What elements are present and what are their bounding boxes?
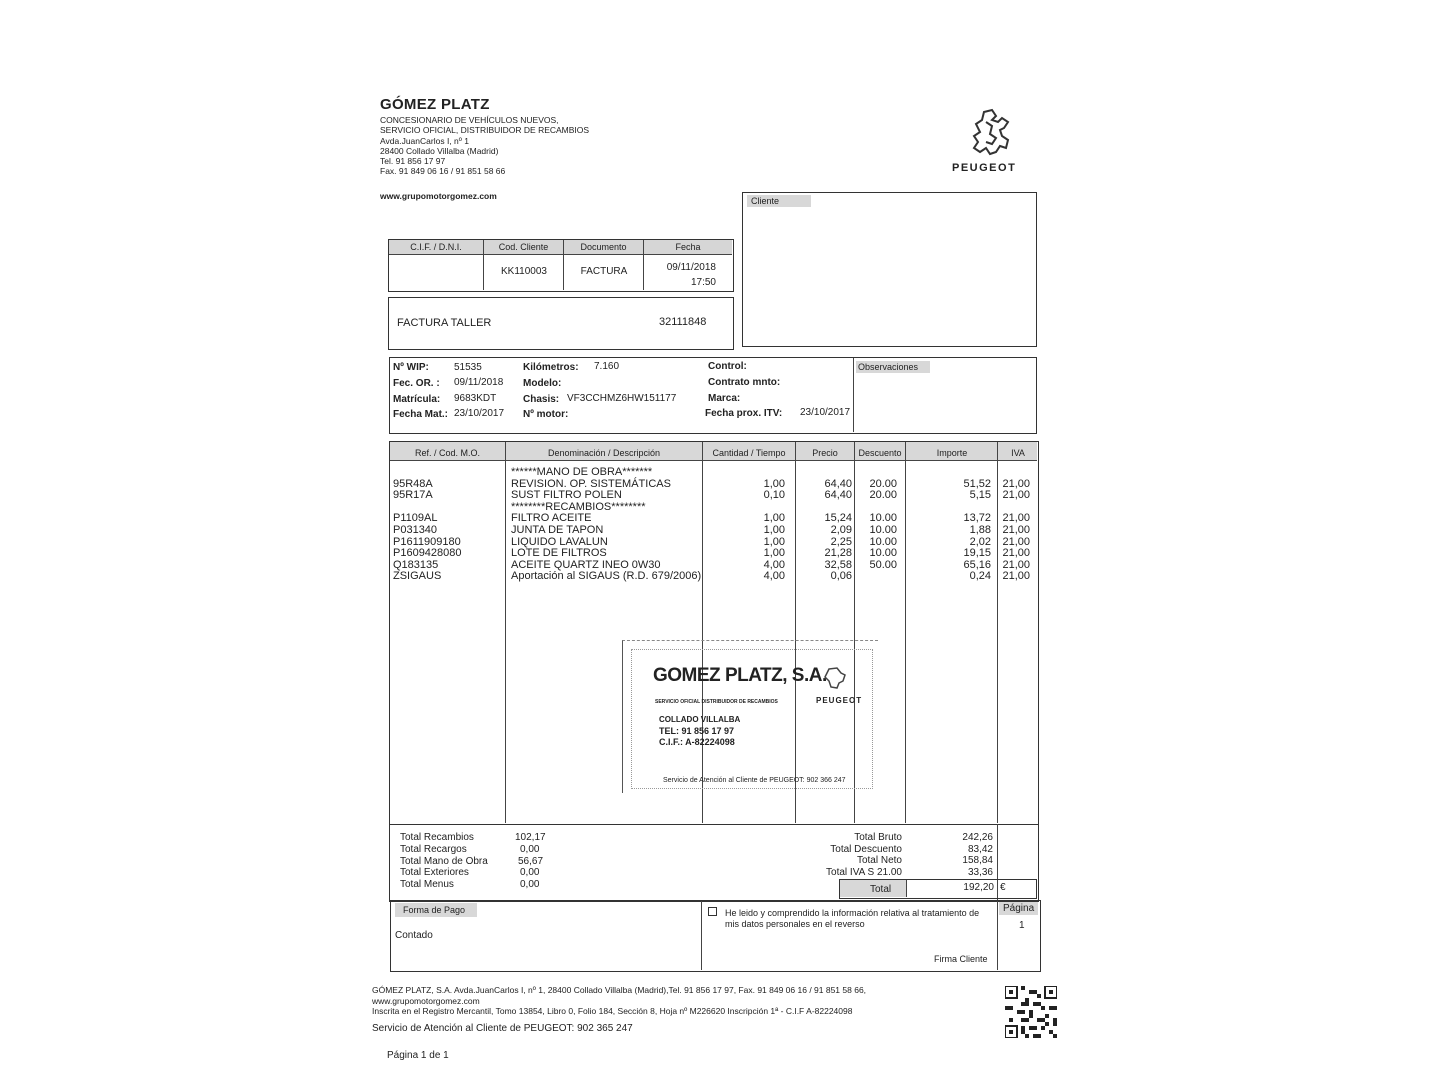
stamp-cif: C.I.F.: A-82224098 [659,737,735,747]
company-line: CONCESIONARIO DE VEHÍCULOS NUEVOS, [380,115,559,125]
totals-left [400,832,560,890]
footer-line: Inscrita en el Registro Mercantil, Tomo 13854, Libro 0, Folio 184, Sección 8, Hoja nº M226620 Inscripción 1ª - C.I.F A-82224098 [372,1006,853,1016]
invoice-type-label: FACTURA TALLER [397,317,492,329]
line-item-amount: 1,88 [969,524,991,536]
col-header-amount: Importe [936,448,968,458]
company-web: www.grupomotorgomez.com [380,191,497,201]
total-label: Total Recargos [400,844,467,855]
observations-label: Observaciones [856,361,930,373]
col-header-iva: IVA [1011,448,1025,458]
date-value: 09/11/2018 [666,262,716,273]
line-item-iva: 21,00 [1002,489,1030,502]
line-items-table [389,441,1039,825]
line-item-ref: Q183135 [393,558,439,571]
line-item-price: 21,28 [824,547,852,560]
line-item-ref: ZSIGAUS [393,570,442,583]
wip-label: Nº WIP: [393,362,429,373]
line-item-price: 32,58 [824,558,852,571]
total-row [770,844,995,856]
total-value: 0,00 [520,867,540,878]
client-box [742,192,1037,347]
line-item-qty: 1,00 [763,535,785,548]
line-item-price: 2,09 [830,524,852,536]
total-value: 242,26 [962,832,993,843]
stamp-name: GOMEZ PLATZ, S.A. [653,665,827,686]
stamp-tel: TEL: 91 856 17 97 [659,726,735,736]
fecha-mat-value: 23/10/2017 [454,408,505,419]
line-item-amount: 13,72 [963,512,991,525]
stamp-city: COLLADO VILLALBA [659,715,741,724]
doc-header-document-label: Documento [564,240,644,254]
doc-header-cif-label: C.I.F. / D.N.I. [389,240,484,254]
km-label: Kilómetros: [523,362,579,373]
privacy-checkbox[interactable] [708,907,717,916]
doc-header-table [388,239,734,292]
peugeot-lion-logo [962,108,1022,160]
line-item-qty: 1,00 [763,512,785,525]
matricula-value: 9683KDT [454,393,497,404]
itv-value: 23/10/2017 [800,407,851,418]
line-item-desc: ACEITE QUARTZ INEO 0W30 [511,558,661,571]
line-item-iva: 21,00 [1002,524,1030,536]
line-item-desc: ******MANO DE OBRA******* [511,466,653,478]
line-item-qty: 1,00 [763,524,785,536]
total-row [400,856,560,868]
company-line: 28400 Collado Villalba (Madrid) [380,145,499,156]
total-value: 158,84 [962,855,993,866]
marca-label: Marca: [708,393,741,404]
line-item-ref: 95R17A [393,489,433,502]
qr-code-icon [1005,986,1057,1038]
total-label: Total IVA S 21.00 [826,866,902,878]
fec-or-value: 09/11/2018 [454,377,504,388]
line-item-amount: 19,15 [963,547,991,560]
line-item-disc: 10.00 [869,547,897,560]
total-row [400,867,560,879]
stamp-subtitle: SERVICIO OFICIAL DISTRIBUIDOR DE RECAMBIOS [655,699,778,705]
line-item-desc: LIQUIDO LAVALUN [511,535,608,548]
total-label: Total Recambios [400,832,474,843]
total-row [400,844,560,856]
company-line: SERVICIO OFICIAL, DISTRIBUIDOR DE RECAMBIOS [380,125,590,136]
stamp-lion-icon [823,667,849,694]
payment-label: Forma de Pago [395,903,477,917]
contrato-label: Contrato mnto: [708,377,781,388]
privacy-text-1: He leido y comprendido la información relativa al tratamiento de [725,908,980,918]
control-label: Control: [708,361,747,372]
company-line: Avda.JuanCarlos I, nº 1 [380,135,469,146]
footer-page: Página 1 de 1 [387,1050,449,1061]
line-item-iva: 21,00 [1002,570,1030,583]
total-label: Total Menus [400,878,454,890]
line-item-amount: 5,15 [969,489,991,502]
col-header-price: Precio [812,448,838,458]
line-item-ref: P1109AL [393,512,438,525]
totals-right [770,832,995,878]
km-value: 7.160 [594,361,620,372]
privacy-text-2: mis datos personales en el reverso [725,919,865,929]
total-value: 0,00 [520,878,540,890]
stamp-service: Servicio de Atención al Cliente de PEUGEOT: 902 366 247 [663,777,846,784]
line-item-disc: 10.00 [869,535,897,548]
total-label: Total Neto [856,855,902,866]
matricula-label: Matrícula: [393,394,441,405]
company-stamp [622,640,878,793]
payment-value: Contado [395,930,433,941]
line-item-price: 0,06 [830,570,852,583]
grand-total-value: 192,20 [963,882,994,893]
total-value: 56,67 [518,855,544,867]
company-line: Fax. 91 849 06 16 / 91 851 58 66 [380,166,506,177]
line-item-ref: 95R48A [393,477,433,490]
line-item-iva: 21,00 [1002,512,1030,525]
grand-total-box [839,879,1037,899]
footer-service: Servicio de Atención al Cliente de PEUGEOT: 902 365 247 [372,1023,633,1034]
total-value: 33,36 [967,866,993,878]
line-item-iva: 21,00 [1002,558,1030,571]
line-item-desc: FILTRO ACEITE [511,512,592,525]
line-item-desc: Aportación al SIGAUS (R.D. 679/2006) [511,570,702,583]
wip-value: 51535 [454,362,482,373]
line-item-iva: 21,00 [1002,535,1030,548]
total-row [400,832,560,844]
motor-label: Nº motor: [523,409,569,420]
total-label: Total Bruto [854,832,902,843]
grand-total-currency: € [1000,882,1006,893]
modelo-label: Modelo: [523,378,562,389]
total-row [770,855,995,867]
line-item-desc: REVISION. OP. SISTEMÁTICAS [511,477,671,490]
grand-total-label: Total [870,884,892,895]
total-row [770,832,995,844]
payment-box [390,900,1041,972]
line-item-disc: 20.00 [869,489,897,502]
itv-label: Fecha prox. ITV: [705,408,783,419]
stamp-brand: PEUGEOT [816,696,863,705]
invoice-type-box [388,297,734,350]
line-item-ref: P031340 [393,524,438,536]
total-label: Total Mano de Obra [400,855,488,867]
company-line: Tel. 91 856 17 97 [380,156,446,167]
fecha-mat-label: Fecha Mat.: [393,409,449,420]
line-item-desc: JUNTA DE TAPON [511,524,604,536]
line-item-amount: 65,16 [963,558,991,571]
totals-box [389,824,1039,902]
line-item-qty: 4,00 [763,558,785,571]
doc-header-date-label: Fecha [644,240,732,254]
line-item-desc: ********RECAMBIOS******** [511,500,646,513]
client-label: Cliente [747,195,811,207]
total-label: Total Exteriores [400,867,469,878]
line-item-disc: 50.00 [869,558,897,571]
line-item-ref: P1609428080 [393,547,462,560]
col-header-qty: Cantidad / Tiempo [712,448,786,458]
line-item-iva: 21,00 [1002,477,1030,490]
document-type-value: FACTURA [580,266,628,277]
client-code-value: KK110003 [501,266,547,277]
page-value: 1 [1019,920,1025,931]
doc-header-client-label: Cod. Cliente [484,240,564,254]
line-item-iva: 21,00 [1002,547,1030,560]
line-item-qty: 4,00 [763,570,785,583]
line-item-amount: 0,24 [969,570,991,583]
line-item-qty: 1,00 [763,547,785,560]
line-item-disc: 10.00 [869,524,897,536]
line-item-ref: P1611909180 [393,535,461,548]
line-item-amount: 51,52 [963,477,991,490]
col-header-ref: Ref. / Cod. M.O. [414,448,481,458]
line-item-qty: 1,00 [763,477,785,490]
company-details [380,115,589,177]
footer-line: GÓMEZ PLATZ, S.A. Avda.JuanCarlos I, nº 1, 28400 Collado Villalba (Madrid),Tel. 91 856 17 97, Fax. 91 849 06 16 / 91 851 58 66, [372,985,867,995]
line-item-disc: 20.00 [869,477,897,490]
page-label: Página [999,902,1038,915]
col-header-desc: Denominación / Descripción [547,448,661,458]
brand-name: PEUGEOT [952,162,1017,174]
line-item-price: 64,40 [824,489,852,502]
time-value: 17:50 [690,277,716,288]
col-header-discount: Descuento [858,448,902,458]
total-row [400,879,560,891]
chasis-value: VF3CCHMZ6HW151177 [567,393,677,404]
signature-label: Firma Cliente [934,954,988,964]
line-item-disc: 10.00 [869,512,897,525]
line-item-amount: 2,02 [969,535,991,548]
total-value: 83,42 [967,843,993,855]
total-label: Total Descuento [830,843,902,855]
line-item-price: 64,40 [824,477,852,490]
company-name: GÓMEZ PLATZ [380,96,490,113]
line-item-price: 2,25 [830,535,852,548]
total-value: 102,17 [515,832,546,843]
line-item-price: 15,24 [824,512,852,525]
vehicle-info-box [389,357,1037,434]
footer-legal [372,985,866,1017]
total-value: 0,00 [520,844,540,855]
fec-or-label: Fec. OR. : [393,378,440,389]
line-item-desc: SUST FILTRO POLEN [511,489,622,502]
total-row [770,867,995,879]
chasis-label: Chasis: [523,394,560,405]
invoice-number: 32111848 [659,316,707,328]
footer-line: www.grupomotorgomez.com [372,995,480,1006]
line-item-qty: 0,10 [763,489,785,502]
line-item-desc: LOTE DE FILTROS [511,547,607,560]
